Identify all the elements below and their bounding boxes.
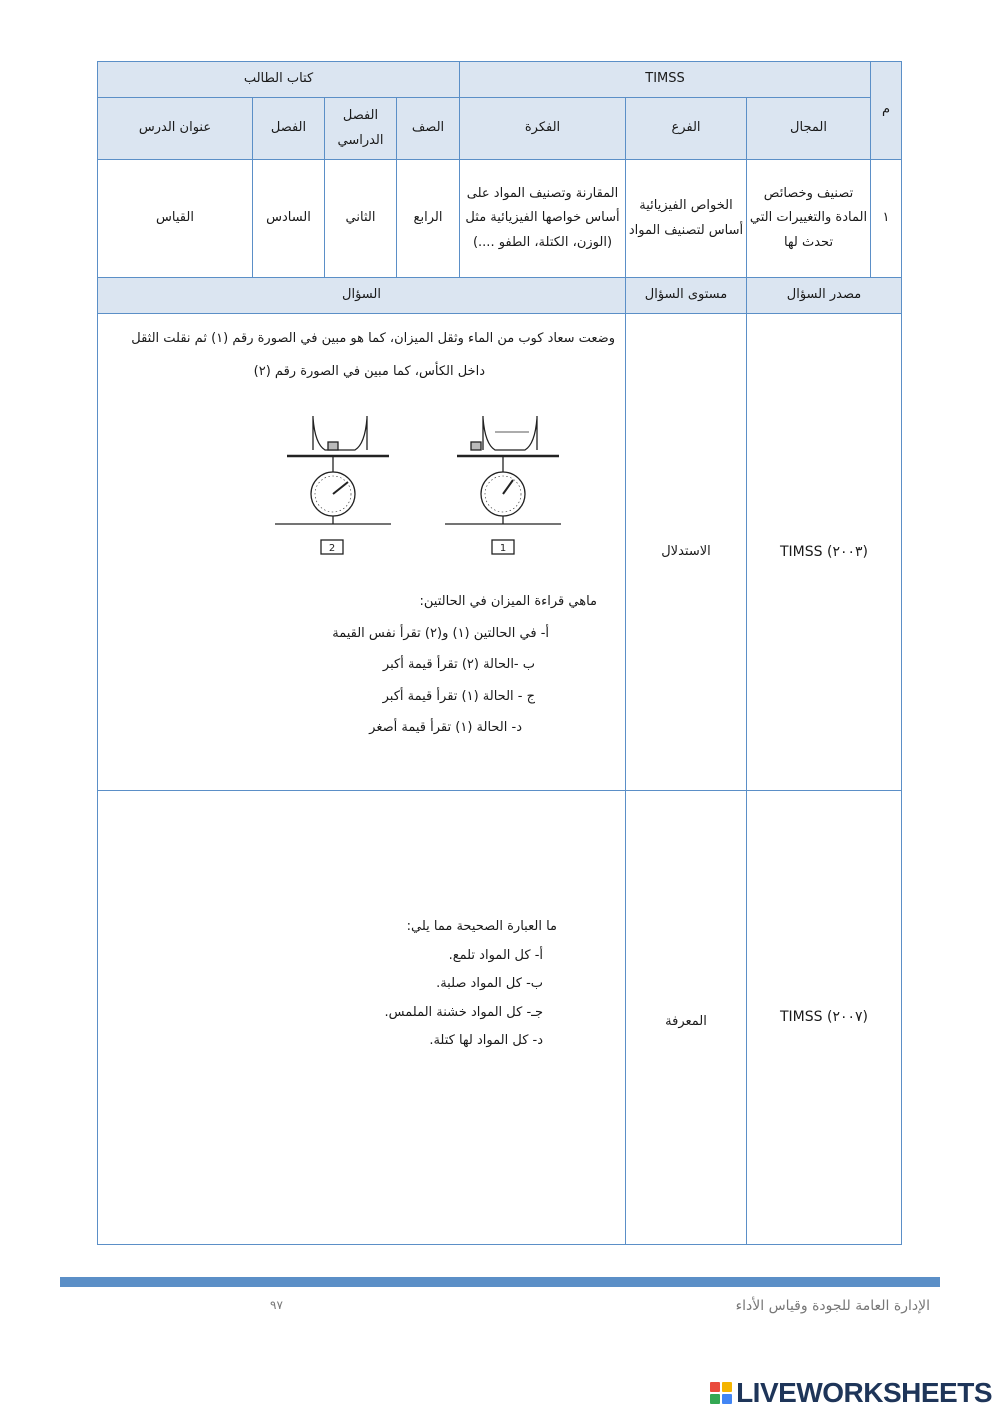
chapter-cell: السادس bbox=[253, 160, 325, 278]
question-1-cell bbox=[98, 314, 626, 791]
option-d: د- كل المواد لها كتلة. bbox=[429, 1033, 543, 1048]
question-level-header: مستوى السؤال bbox=[626, 278, 747, 314]
logo-wordmark: LIVEWORKSHEETS bbox=[736, 1377, 992, 1408]
footer-divider bbox=[60, 1277, 940, 1287]
semester-cell: الثاني bbox=[325, 160, 397, 278]
option-a: أ- كل المواد تلمع. bbox=[448, 947, 543, 963]
scale-figures bbox=[273, 414, 563, 560]
weight-icon bbox=[471, 442, 481, 450]
logo-cube bbox=[710, 1382, 720, 1392]
timss-header: TIMSS bbox=[460, 62, 871, 98]
domain-header: المجال bbox=[747, 98, 871, 160]
question-2-options bbox=[385, 913, 557, 1056]
question-1-stem bbox=[106, 322, 615, 388]
question-1-prompt: ماهي قراءة الميزان في الحالتين: bbox=[419, 594, 597, 609]
logo-cube bbox=[722, 1394, 732, 1404]
footer-organization: الإدارة العامة للجودة وقياس الأداء bbox=[735, 1298, 930, 1314]
idea-cell: المقارنة وتصنيف المواد على أساس خواصها الفيزيائية مثل (الوزن، الكتلة، الطفو ....) bbox=[460, 160, 626, 278]
logo-cube bbox=[722, 1382, 732, 1392]
question-1-stem-line-2: داخل الكأس، كما مبين في الصورة رقم (٢) bbox=[253, 364, 485, 379]
question-header: السؤال bbox=[98, 278, 626, 314]
page-number: ٩٧ bbox=[270, 1298, 283, 1312]
question-1-source: TIMSS (٢٠٠٣) bbox=[747, 314, 902, 791]
question-1-stem-line-1: وضعت سعاد كوب من الماء وثقل الميزان، كما هو مبين في الصورة رقم (١) ثم نقلت الثقل bbox=[131, 331, 615, 346]
lesson-title-cell: القياس bbox=[98, 160, 253, 278]
liveworksheets-logo bbox=[710, 1376, 992, 1410]
question-1-level: الاستدلال bbox=[626, 314, 747, 791]
option-c: ج - الحالة (١) تقرأ قيمة أكبر bbox=[382, 688, 535, 704]
index-header: م bbox=[871, 62, 902, 160]
domain-cell: تصنيف وخصائص المادة والتغييرات التي تحدث لها bbox=[747, 160, 871, 278]
branch-header: الفرع bbox=[626, 98, 747, 160]
question-source-header: مصدر السؤال bbox=[747, 278, 902, 314]
question-2-level: المعرفة bbox=[626, 791, 747, 1245]
figure-2-label: 2 bbox=[328, 543, 336, 554]
figure-1-label: 1 bbox=[499, 543, 507, 554]
weight-icon bbox=[328, 442, 338, 450]
question-2-cell bbox=[98, 791, 626, 1245]
grade-header: الصف bbox=[397, 98, 460, 160]
glass-icon bbox=[483, 416, 537, 450]
question-1-options bbox=[332, 586, 597, 744]
student-book-header: كتاب الطالب bbox=[98, 62, 460, 98]
logo-cubes-icon bbox=[710, 1382, 732, 1404]
grade-cell: الرابع bbox=[397, 160, 460, 278]
option-b: ب- كل المواد صلبة. bbox=[436, 976, 543, 991]
glass-with-weight-icon bbox=[313, 416, 367, 450]
lesson-title-header: عنوان الدرس bbox=[98, 98, 253, 160]
curriculum-table bbox=[97, 61, 902, 1245]
option-c: جـ- كل المواد خشنة الملمس. bbox=[384, 1004, 543, 1020]
question-2-prompt: ما العبارة الصحيحة مما يلي: bbox=[406, 919, 557, 934]
option-d: د- الحالة (١) تقرأ قيمة أصغر bbox=[369, 720, 522, 735]
row-number: ١ bbox=[871, 160, 902, 278]
branch-cell: الخواص الفيزيائية أساس لتصنيف المواد bbox=[626, 160, 747, 278]
scale-figure-1 bbox=[445, 416, 561, 554]
question-2-source: TIMSS (٢٠٠٧) bbox=[747, 791, 902, 1245]
option-b: ب -الحالة (٢) تقرأ قيمة أكبر bbox=[382, 657, 535, 672]
semester-header: الفصل الدراسي bbox=[325, 98, 397, 160]
logo-cube bbox=[710, 1394, 720, 1404]
chapter-header: الفصل bbox=[253, 98, 325, 160]
option-a: أ- في الحالتين (١) و(٢) تقرأ نفس القيمة bbox=[332, 625, 549, 641]
scale-figure-2 bbox=[275, 416, 391, 554]
idea-header: الفكرة bbox=[460, 98, 626, 160]
